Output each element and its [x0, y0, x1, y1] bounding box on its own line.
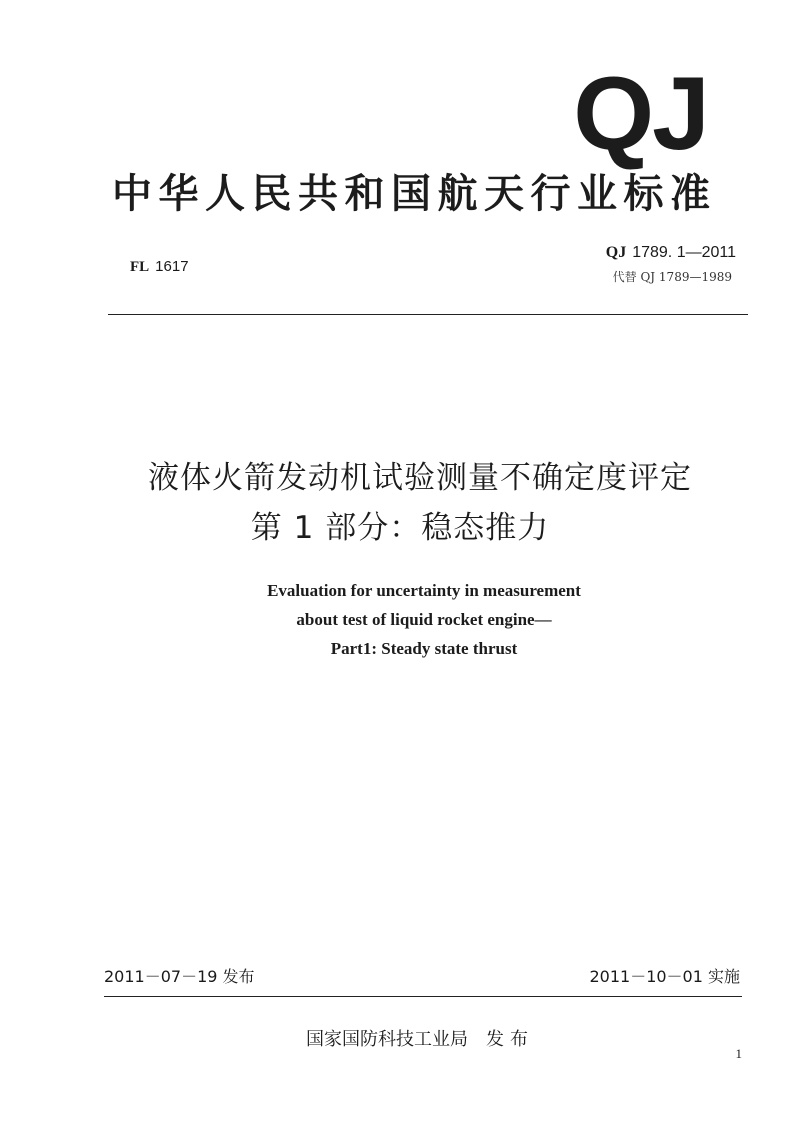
footer-divider: [104, 996, 742, 997]
publisher-verb: 发布: [486, 1029, 534, 1050]
english-title-line-3: Part1: Steady state thrust: [330, 639, 518, 658]
publisher-name: 国家国防科技工业局: [306, 1029, 468, 1050]
issue-date: 2011－07－19 发布: [104, 967, 255, 986]
standard-number: [606, 244, 736, 262]
replaces-note: 代替 QJ 1789—1989: [612, 270, 732, 284]
standard-prefix: QJ: [605, 244, 627, 261]
qj-logo: QJ: [573, 56, 708, 172]
standard-category-title: 中华人民共和国航天行业标准: [112, 171, 717, 217]
implementation-date: 2011－10－01 实施: [589, 967, 740, 986]
ics-prefix: FL: [130, 259, 150, 275]
english-title-line-2: about test of liquid rocket engine—: [296, 610, 552, 629]
ics-number: 1617: [155, 258, 189, 275]
standard-code: 1789. 1—2011: [632, 244, 736, 261]
chinese-title-line-1: 液体火箭发动机试验测量不确定度评定: [148, 460, 692, 496]
english-title-line-1: Evaluation for uncertainty in measurement: [267, 581, 581, 600]
ics-code: [130, 258, 189, 276]
page-number: 1: [735, 1046, 742, 1061]
header-divider: [108, 314, 748, 315]
publisher: [0, 1025, 800, 1051]
chinese-title-line-2: 第 1 部分：稳态推力: [250, 510, 550, 546]
